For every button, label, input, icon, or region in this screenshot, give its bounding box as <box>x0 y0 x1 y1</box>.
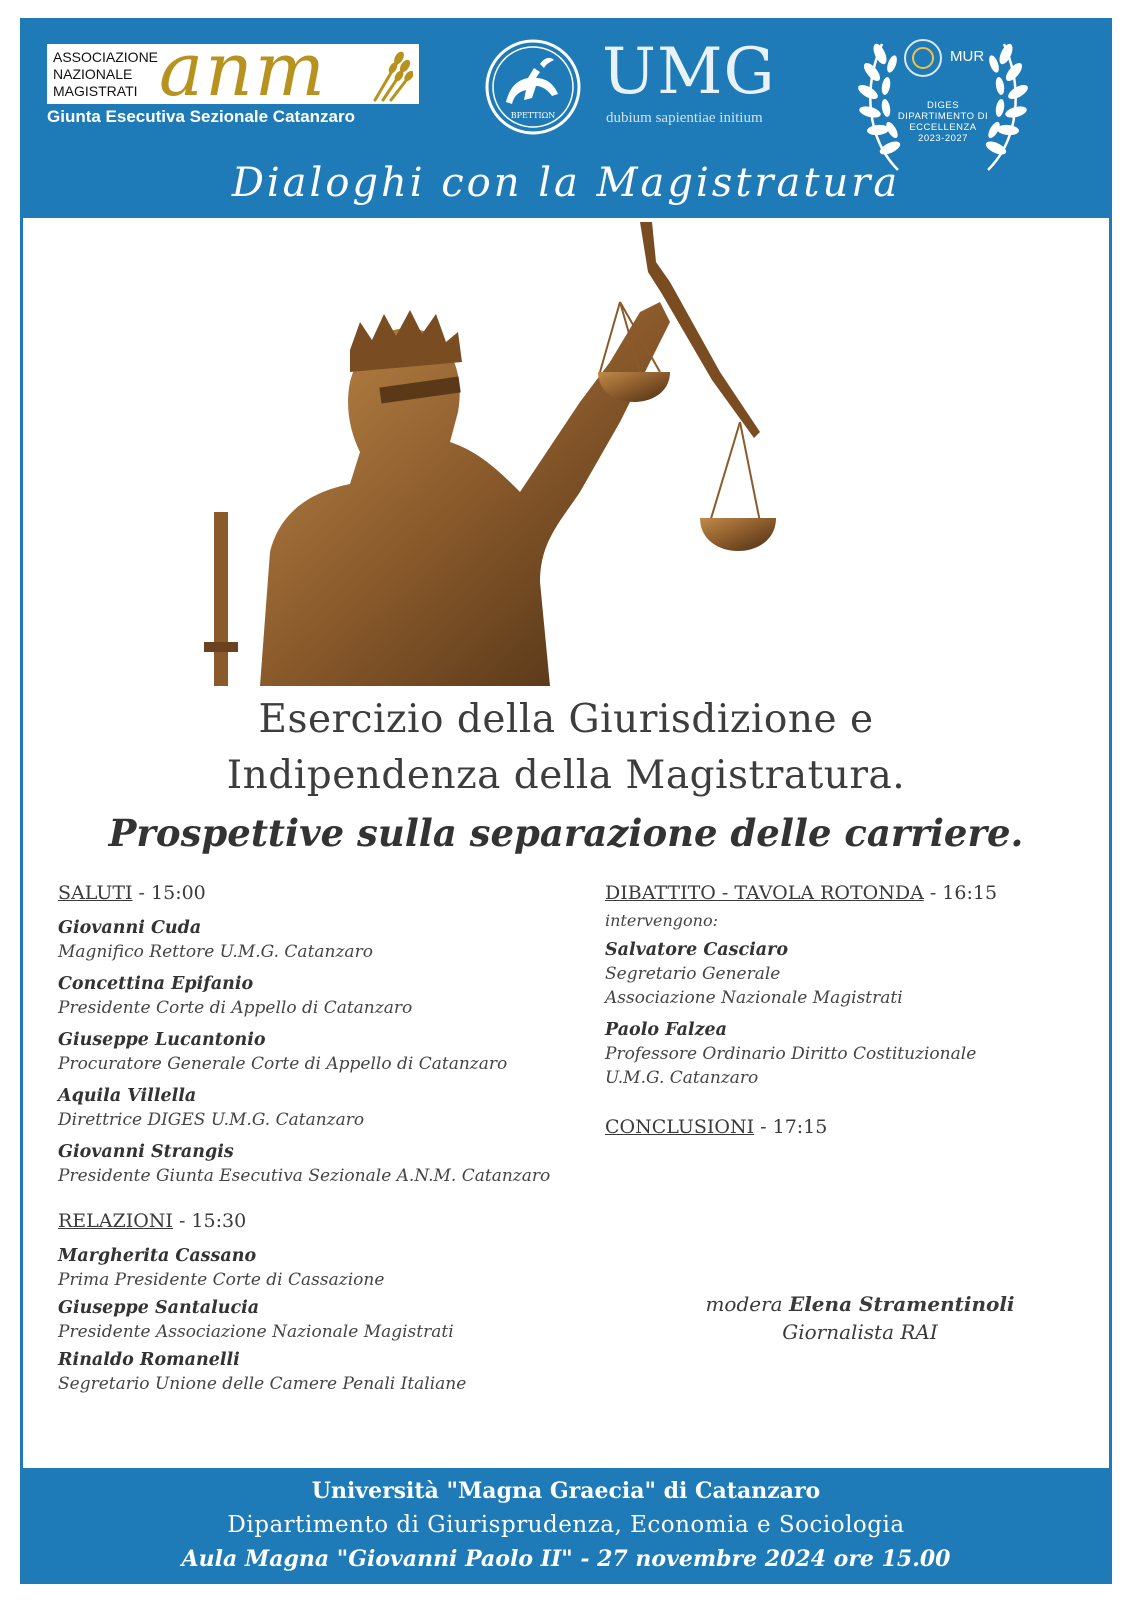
speaker-role: Segretario Unione delle Camere Penali Italiane <box>58 1374 467 1394</box>
relazioni-heading: RELAZIONI - 15:30 <box>58 1210 247 1232</box>
speaker-name: Giovanni Strangis <box>58 1142 234 1162</box>
speaker-role: Direttrice DIGES U.M.G. Catanzaro <box>58 1110 365 1130</box>
speaker <box>605 1018 1105 1090</box>
speaker <box>605 938 1105 1010</box>
speaker-role: Prima Presidente Corte di Cassazione <box>58 1270 385 1290</box>
wheat-icon <box>369 46 413 102</box>
title-line-1: Esercizio della Giurisdizione e <box>258 697 874 742</box>
footer-department: Dipartimento di Giurisprudenza, Economia e Sociologia <box>227 1512 905 1538</box>
speaker-role: Magnifico Rettore U.M.G. Catanzaro <box>58 942 373 962</box>
program-right-column <box>605 882 1105 1150</box>
footer-university: Università "Magna Graecia" di Catanzaro <box>311 1478 821 1504</box>
speaker-role: U.M.G. Catanzaro <box>605 1068 759 1088</box>
speaker-name: Salvatore Casciaro <box>605 940 788 960</box>
moderator <box>660 1290 1060 1346</box>
speaker <box>58 916 588 964</box>
speaker <box>58 1028 588 1076</box>
title-line-2: Indipendenza della Magistratura. <box>226 753 906 798</box>
speaker <box>58 972 588 1020</box>
saluti-heading: SALUTI - 15:00 <box>58 882 206 904</box>
speaker-name: Rinaldo Romanelli <box>58 1350 240 1370</box>
speaker <box>58 1296 588 1344</box>
speaker-role: Procuratore Generale Corte di Appello di Catanzaro <box>58 1054 508 1074</box>
moderator-name: Elena Stramentinoli <box>788 1292 1015 1316</box>
footer-venue-date: Aula Magna "Giovanni Paolo II" - 27 novembre 2024 ore 15.00 <box>181 1546 951 1572</box>
main-title <box>20 692 1112 862</box>
dibattito-intro: intervengono: <box>605 911 718 930</box>
mur-label: MUR <box>950 48 985 65</box>
speaker <box>58 1244 588 1292</box>
speaker-role: Associazione Nazionale Magistrati <box>605 988 903 1008</box>
speaker <box>58 1348 588 1396</box>
anm-subtitle: Giunta Esecutiva Sezionale Catanzaro <box>47 107 355 126</box>
anm-logo-word: anm <box>159 27 327 113</box>
speaker-role: Presidente Corte di Appello di Catanzaro <box>58 998 413 1018</box>
anm-logo <box>47 27 419 113</box>
conclusioni-heading: CONCLUSIONI - 17:15 <box>605 1116 828 1138</box>
umg-motto: dubium sapientiae initium <box>606 110 763 126</box>
footer <box>20 1474 1112 1576</box>
speaker-role: Presidente Giunta Esecutiva Sezionale A.N.M. Catanzaro <box>58 1166 551 1186</box>
svg-text:ΒΡΕΤΤΙΩΝ: ΒΡΕΤΤΙΩΝ <box>510 111 556 120</box>
speaker-name: Paolo Falzea <box>605 1020 727 1040</box>
lady-justice-statue-image <box>200 222 800 686</box>
event-series-title: Dialoghi con la Magistratura <box>231 160 901 206</box>
speaker <box>58 1084 588 1132</box>
speaker-role: Professore Ordinario Diritto Costituzionale <box>605 1044 977 1064</box>
speaker-role: Presidente Associazione Nazionale Magistrati <box>58 1322 454 1342</box>
speaker-name: Giovanni Cuda <box>58 918 202 938</box>
speaker-name: Margherita Cassano <box>58 1246 257 1266</box>
speaker-name: Concettina Epifanio <box>58 974 254 994</box>
speaker-role: Segretario Generale <box>605 964 781 984</box>
umg-seal-icon <box>484 38 582 136</box>
speaker-name: Aquila Villella <box>58 1086 197 1106</box>
moderator-prefix: modera <box>705 1292 789 1316</box>
dibattito-heading: DIBATTITO - TAVOLA ROTONDA - 16:15 <box>605 882 998 904</box>
umg-name: UMG <box>602 35 776 109</box>
speaker-name: Giuseppe Santalucia <box>58 1298 260 1318</box>
program-left-column <box>58 882 588 1404</box>
anm-association-name: ASSOCIAZIONE NAZIONALE MAGISTRATI <box>53 49 159 99</box>
mur-excellence-text: DIGES DIPARTIMENTO DI ECCELLENZA 2023-2027 <box>897 100 989 144</box>
speaker <box>58 1140 588 1188</box>
moderator-role: Giornalista RAI <box>782 1320 938 1344</box>
title-subtitle: Prospettive sulla separazione delle carriere. <box>108 811 1024 855</box>
speaker-name: Giuseppe Lucantonio <box>58 1030 266 1050</box>
